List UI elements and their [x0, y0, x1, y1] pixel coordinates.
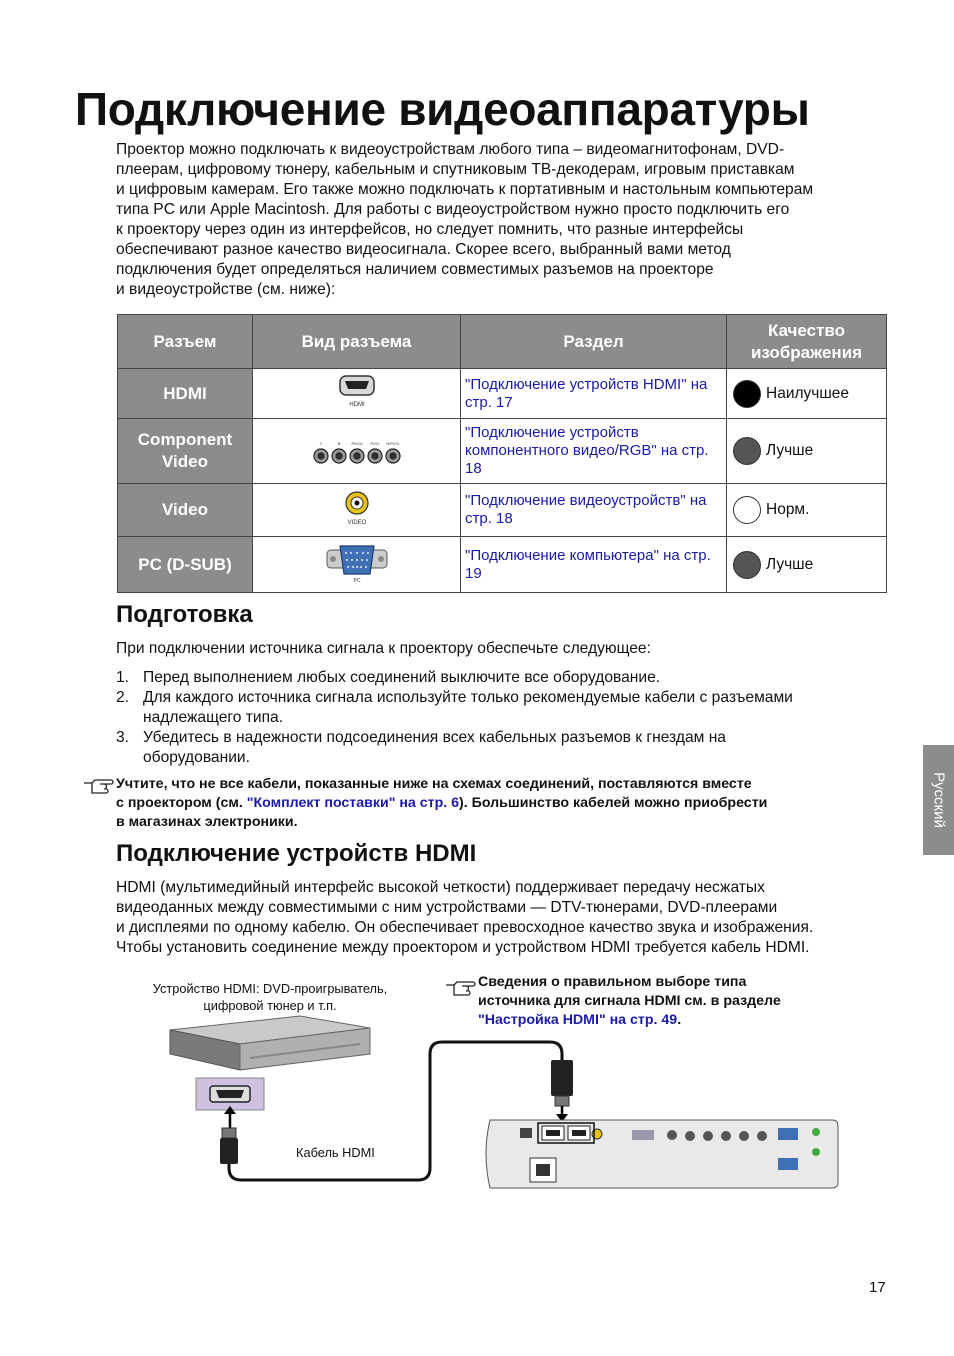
note-text: с проектором (см. — [116, 795, 247, 811]
port-label: B — [337, 440, 340, 446]
connection-table — [117, 314, 887, 593]
port-label: R/Pr/Cr — [385, 440, 400, 446]
pointing-hand-icon — [82, 778, 116, 796]
quality-indicator — [733, 437, 761, 465]
list-text: Для каждого источника сигнала используйте только рекомендуемые кабели с разъемами — [143, 689, 793, 706]
list-text: Перед выполнением любых соединений выключите все оборудование. — [143, 669, 661, 686]
note-text: . — [677, 1012, 682, 1028]
list-text: оборудовании. — [143, 749, 250, 766]
table-row — [118, 484, 887, 537]
language-tab-label: Русский — [930, 772, 947, 828]
section-link[interactable]: "Подключение устройств компонентного видео/RGB" на стр. 18 — [461, 419, 727, 484]
hdmi-device-label — [145, 980, 395, 1014]
prep-list — [116, 668, 793, 768]
list-number: 3. — [116, 729, 130, 746]
quality-label: Лучше — [766, 555, 814, 573]
quality-cell — [727, 537, 887, 593]
hdmi-line: видеоданных между совместимыми с ним устройствами — DTV-тюнерами, DVD-плеерами — [116, 899, 778, 916]
list-number: 1. — [116, 669, 130, 686]
port-label: Pb/Cb — [350, 440, 363, 446]
hdmi-connection-diagram — [160, 1010, 850, 1210]
list-item — [116, 728, 793, 768]
row-header: Video — [118, 484, 253, 537]
hdmi-plug-icon — [551, 1060, 573, 1096]
page-number: 17 — [869, 1279, 886, 1296]
port-label: Pr/Cr — [369, 440, 380, 446]
dvd-player-device — [170, 1016, 370, 1070]
hdmi-paragraph — [116, 878, 813, 958]
device-label-line: цифровой тюнер и т.п. — [203, 998, 337, 1013]
column-header: Раздел — [461, 315, 727, 369]
intro-line: и видеоустройстве (см. ниже): — [116, 281, 336, 298]
pointing-hand-icon — [444, 980, 478, 998]
list-item — [116, 668, 793, 688]
prep-heading: Подготовка — [116, 601, 253, 628]
hdmi-line: Чтобы установить соединение между проектором и устройством HDMI требуется кабель HDMI. — [116, 939, 810, 956]
port-label: Y — [319, 440, 322, 446]
note-line: Сведения о правильном выборе типа — [478, 974, 747, 990]
table-row — [118, 537, 887, 593]
note-line: в магазинах электроники. — [116, 814, 298, 830]
package-contents-link[interactable]: "Комплект поставки" на стр. 6 — [246, 795, 460, 811]
row-header: PC (D-SUB) — [118, 537, 253, 593]
quality-label: Наилучшее — [766, 384, 850, 402]
connector-picture — [253, 537, 461, 593]
component-ports-icon — [307, 431, 407, 467]
quality-label: Лучше — [766, 442, 814, 459]
note-line: Учтите, что не все кабели, показанные ниже на схемах соединений, поставляются вместе — [116, 776, 752, 792]
connector-picture — [253, 419, 461, 484]
list-text: Убедитесь в надежности подсоединения всех кабельных разъемов к гнездам на — [143, 729, 726, 746]
list-item — [116, 688, 793, 728]
pc-icon-label: PC — [353, 578, 360, 584]
projector-rear-panel — [486, 1120, 838, 1188]
device-label-line: Устройство HDMI: DVD-проигрыватель, — [152, 981, 388, 996]
cables-note — [116, 775, 767, 832]
quality-cell — [727, 419, 887, 484]
list-text: надлежащего типа. — [143, 709, 284, 726]
quality-indicator — [733, 496, 761, 524]
language-tab — [923, 745, 954, 855]
row-header: HDMI — [118, 369, 253, 419]
vga-port-icon — [325, 540, 389, 584]
note-line: источника для сигнала HDMI см. в разделе — [478, 993, 781, 1009]
section-link[interactable]: "Подключение видеоустройств" на стр. 18 — [461, 484, 727, 537]
section-link[interactable]: "Подключение устройств HDMI" на стр. 17 — [461, 369, 727, 419]
hdmi-settings-link[interactable]: "Настройка HDMI" на стр. 49 — [478, 1012, 678, 1028]
note-text: ). Большинство кабелей можно приобрести — [459, 795, 768, 811]
hdmi-port-icon — [327, 373, 387, 409]
quality-indicator — [733, 551, 761, 579]
column-header: Разъем — [118, 315, 253, 369]
connector-picture — [253, 369, 461, 419]
connector-picture — [253, 484, 461, 537]
hdmi-line: и дисплеями по одному кабелю. Он обеспечивает превосходное качество звука и изображения. — [116, 919, 814, 936]
page-title: Подключение видеоаппаратуры — [75, 83, 810, 135]
quality-cell — [727, 484, 887, 537]
intro-line: подключения будет определяться наличием совместимых разъемов на проекторе — [116, 261, 714, 278]
quality-cell — [727, 369, 887, 419]
table-row — [118, 369, 887, 419]
intro-line: обеспечивают разное качество видеосигнала. Скорее всего, выбранный вами метод — [116, 241, 731, 258]
list-number: 2. — [116, 689, 130, 706]
intro-line: Проектор можно подключать к видеоустройствам любого типа – видеомагнитофонам, DVD- — [116, 141, 785, 158]
hdmi-line: HDMI (мультимедийный интерфейс высокой четкости) поддерживает передачу несжатых — [116, 879, 765, 896]
column-header: Качество изображения — [727, 315, 887, 369]
intro-line: и цифровым камерам. Его также можно подключать к портативным и настольным компьютерам — [116, 181, 814, 198]
hdmi-cable-label: Кабель HDMI — [296, 1145, 375, 1160]
row-header: Component Video — [118, 419, 253, 484]
intro-line: к проектору через один из интерфейсов, но следует помнить, что разные интерфейсы — [116, 221, 744, 238]
rca-video-port-icon — [327, 488, 387, 528]
intro-line: плеерам, цифровому тюнеру, кабельным и спутниковым ТВ-декодерам, игровым приставкам — [116, 161, 795, 178]
intro-paragraph — [116, 140, 813, 300]
hdmi-heading: Подключение устройств HDMI — [116, 840, 477, 867]
hdmi-plug-icon — [220, 1138, 238, 1164]
section-link[interactable]: "Подключение компьютера" на стр. 19 — [461, 537, 727, 593]
table-row — [118, 419, 887, 484]
hdmi-icon-label: HDMI — [348, 402, 365, 408]
quality-indicator — [733, 380, 761, 408]
quality-label: Норм. — [766, 501, 810, 518]
table-header-row — [118, 315, 887, 369]
column-header: Вид разъема — [253, 315, 461, 369]
video-icon-label: VIDEO — [347, 519, 366, 526]
prep-intro: При подключении источника сигнала к проектору обеспечьте следующее: — [116, 640, 651, 657]
note-line — [116, 794, 767, 813]
intro-line: типа PC или Apple Macintosh. Для работы с видеоустройством нужно просто подключить его — [116, 201, 790, 218]
